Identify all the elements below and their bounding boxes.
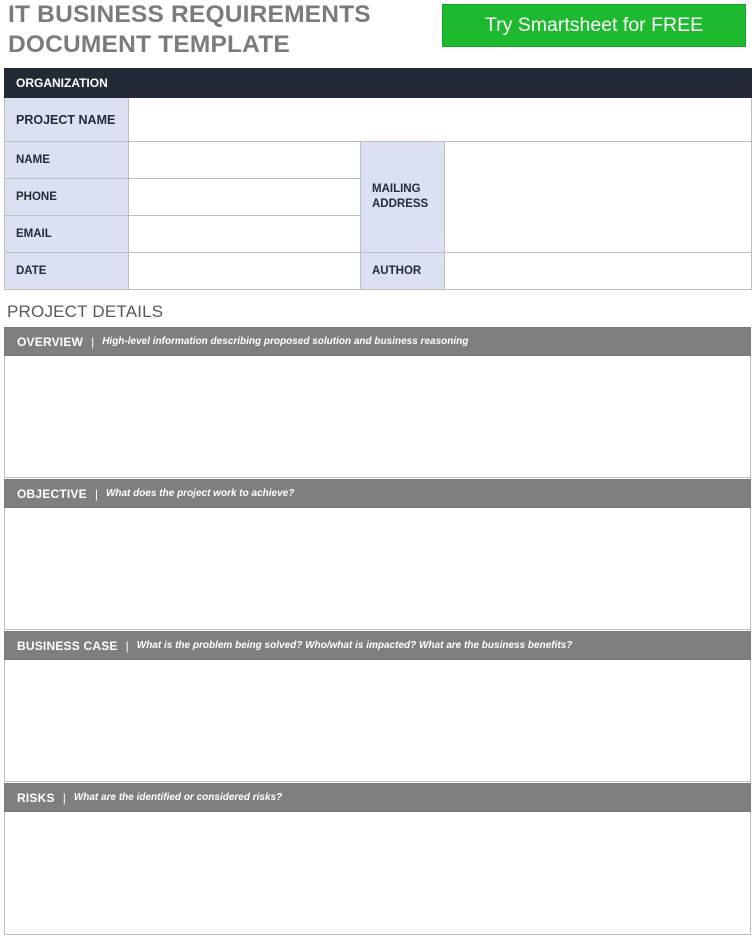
separator: | — [91, 334, 95, 349]
project-details-title: PROJECT DETAILS — [7, 302, 164, 321]
business-case-hint: What is the problem being solved? Who/what is impacted? What are the business benefits? — [136, 640, 573, 651]
risks-hint: What are the identified or considered risks? — [73, 792, 283, 803]
mailing-address-field[interactable] — [445, 142, 752, 253]
date-label: DATE — [5, 253, 129, 290]
email-field[interactable] — [129, 216, 361, 253]
author-label: AUTHOR — [361, 253, 445, 290]
objective-label: OBJECTIVE — [17, 486, 87, 501]
risks-label: RISKS — [17, 790, 55, 805]
name-field[interactable] — [129, 142, 361, 179]
date-field[interactable] — [129, 253, 361, 290]
risks-header — [4, 783, 751, 812]
email-label: EMAIL — [5, 216, 129, 253]
phone-label: PHONE — [5, 179, 129, 216]
risks-section — [4, 783, 751, 935]
business-case-section — [4, 631, 751, 782]
name-label: NAME — [5, 142, 129, 179]
objective-section — [4, 479, 751, 630]
project-name-field[interactable] — [129, 98, 752, 142]
objective-header — [4, 479, 751, 508]
objective-field[interactable] — [4, 508, 751, 630]
phone-field[interactable] — [129, 179, 361, 216]
separator: | — [94, 486, 98, 501]
overview-label: OVERVIEW — [17, 334, 84, 349]
separator: | — [62, 790, 66, 805]
organization-table — [4, 68, 752, 290]
project-name-label: PROJECT NAME — [5, 98, 129, 142]
separator: | — [125, 638, 129, 653]
overview-header — [4, 327, 751, 356]
document-title: IT BUSINESS REQUIREMENTS DOCUMENT TEMPLATE — [8, 1, 371, 58]
business-case-field[interactable] — [4, 660, 751, 782]
overview-field[interactable] — [4, 356, 751, 478]
organization-heading: ORGANIZATION — [5, 69, 752, 98]
overview-section — [4, 327, 751, 478]
business-case-label: BUSINESS CASE — [17, 638, 118, 653]
mailing-address-label: MAILING ADDRESS — [361, 142, 445, 253]
objective-hint: What does the project work to achieve? — [105, 488, 295, 499]
risks-field[interactable] — [4, 812, 751, 935]
overview-hint: High-level information describing proposed solution and business reasoning — [102, 336, 469, 347]
try-smartsheet-button[interactable]: Try Smartsheet for FREE — [442, 4, 746, 47]
business-case-header — [4, 631, 751, 660]
author-field[interactable] — [445, 253, 752, 290]
